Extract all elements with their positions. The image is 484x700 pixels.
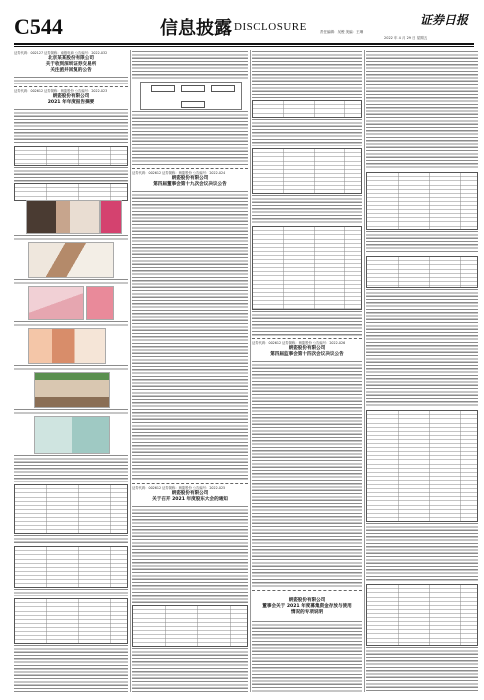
body-text: [252, 310, 362, 336]
body-text: [366, 50, 478, 170]
diagram-node: [151, 85, 175, 92]
newspaper-logo: 证券日报: [420, 13, 469, 27]
body-text: [14, 588, 128, 596]
body-text: [14, 320, 128, 326]
article-separator: [132, 168, 248, 169]
data-table: [132, 605, 248, 647]
data-table: [366, 172, 478, 230]
article-code: 证券代码：002612 证券简称：朗姿股份 公告编号：2022-023: [14, 89, 108, 93]
diagram-node: [181, 101, 205, 108]
column-3: [252, 50, 362, 692]
date-line: 2022 年 4 月 29 日 星期五: [384, 36, 428, 40]
data-table: [14, 484, 128, 534]
data-table: [252, 148, 362, 194]
article-separator: [252, 590, 362, 591]
body-text: [14, 234, 128, 240]
article-title: 董事会关于 2021 年度募集资金存放与使用: [262, 604, 352, 609]
article-code: 证券代码：002127 证券简称：南极电商 公告编号：2022-032: [14, 51, 108, 55]
body-text: [132, 190, 248, 480]
body-text: [14, 644, 128, 692]
article-separator: [132, 483, 248, 484]
diagram-node: [211, 85, 235, 92]
product-photo: [26, 200, 100, 234]
article-code: 证券代码：002612 证券简称：朗姿股份 公告编号：2022-026: [252, 341, 346, 345]
article-title: 第四届监事会第十四次会议决议公告: [270, 352, 344, 357]
diagram-node: [181, 85, 205, 92]
body-text: [14, 166, 128, 182]
article-separator: [14, 86, 128, 87]
article-code: 证券代码：002612 证券简称：朗姿股份 公告编号：2022-024: [132, 171, 226, 175]
body-text: [252, 360, 362, 588]
body-text: [366, 646, 478, 692]
data-table: [14, 183, 128, 201]
article-title: 关于收到深圳证券交易所: [45, 62, 97, 67]
article-separator: [252, 338, 362, 339]
article-title: 北京某某股份有限公司: [48, 56, 94, 61]
article-title: 第四届董事会第十九次会议决议公告: [153, 182, 227, 187]
column-2: [132, 50, 248, 692]
structure-diagram: [140, 82, 242, 110]
body-text: [252, 50, 362, 98]
data-table: [14, 146, 128, 166]
product-photo: [28, 242, 114, 278]
store-photo: [34, 372, 110, 408]
masthead-rule: [14, 43, 474, 45]
body-text: [132, 50, 248, 80]
body-text: [14, 454, 128, 482]
brand-logo-image: [100, 200, 122, 234]
article-title: 朗姿股份有限公司: [288, 346, 326, 351]
body-text: [252, 620, 362, 692]
product-photo: [28, 286, 84, 320]
section-title-en: DISCLOSURE: [234, 21, 307, 33]
data-table: [252, 100, 362, 118]
data-table: [14, 546, 128, 588]
article-title: 朗姿股份有限公司: [288, 598, 326, 603]
data-table: [252, 226, 362, 310]
article-title: 关注函并回复的公告: [50, 68, 92, 73]
body-text: [366, 230, 478, 254]
body-text: [14, 278, 128, 284]
body-text: [132, 647, 248, 692]
column-1: [14, 50, 128, 692]
body-text: [14, 364, 128, 370]
body-text: [14, 408, 128, 414]
section-title: 信息披露: [160, 18, 232, 39]
data-table: [366, 584, 478, 646]
body-text: [366, 522, 478, 582]
brand-logo-image: [86, 286, 114, 320]
store-photo: [34, 416, 110, 454]
column-4: [366, 50, 478, 692]
article-title: 朗姿股份有限公司: [171, 176, 209, 181]
body-text: [132, 110, 248, 166]
article-title: 朗姿股份有限公司: [52, 94, 90, 99]
body-text: [252, 194, 362, 224]
article-title: 关于召开 2021 年度股东大会的通知: [152, 497, 228, 502]
body-text: [14, 108, 128, 144]
editor-line: 责任编辑：吴俊 美编：王琳: [320, 30, 364, 34]
body-text: [14, 76, 128, 84]
data-table: [366, 256, 478, 288]
body-text: [14, 534, 128, 544]
data-table: [366, 410, 478, 522]
article-title: 2021 年年度报告摘要: [47, 100, 95, 105]
column-divider: [250, 50, 251, 692]
page-number: C544: [14, 14, 63, 39]
article-title: 情况的专项说明: [290, 610, 324, 615]
body-text: [132, 505, 248, 603]
product-photo: [28, 328, 106, 364]
body-text: [252, 118, 362, 146]
article-code: 证券代码：002612 证券简称：朗姿股份 公告编号：2022-025: [132, 486, 226, 490]
article-title: 朗姿股份有限公司: [171, 491, 209, 496]
masthead-rule-thin: [14, 46, 474, 47]
masthead: [0, 0, 484, 44]
column-divider: [130, 50, 131, 692]
column-divider: [364, 50, 365, 692]
body-text: [366, 288, 478, 408]
data-table: [14, 598, 128, 644]
